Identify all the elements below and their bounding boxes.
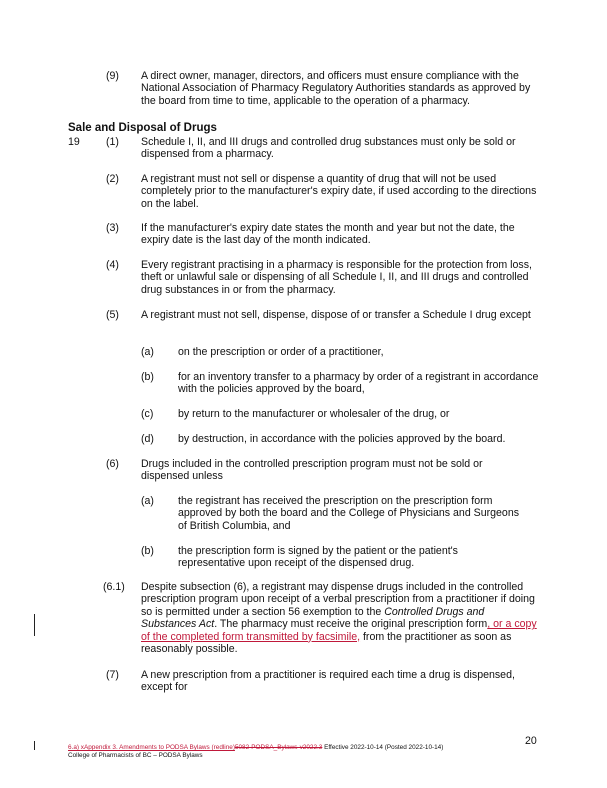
subclause-number: (d) [141,433,154,445]
clause-number: (3) [106,222,119,234]
footer-inserted-ref: 6.a) xAppendix 3. Amendments to PODSA Bylaws (redline) [68,744,235,751]
section-number: 19 [68,136,80,148]
clause-text: A direct owner, manager, directors, and officers must ensure compliance with the National Association of Pharmacy Regulatory Authorities standards as approved by the board from time to time, applicable to the operation of a pharmacy. [141,70,531,107]
subclause-text: the prescription form is signed by the patient or the patient's representative upon receipt of the dispensed drug. [178,545,458,570]
act-title: Controlled Drugs and Substances Act [141,605,485,631]
clause-text: If the manufacturer's expiry date states the month and year but not the date, the expiry date is the last day of the month indicated. [141,222,515,247]
subclause-text: the registrant has received the prescription on the prescription form approved by both the board and the College of Physicians and Surgeons of British Columbia, and [178,495,520,532]
clause-text: A new prescription from a practitioner is required each time a drug is dispensed, except for [141,669,515,694]
subclause-number: (b) [141,545,154,557]
clause-text: A registrant must not sell, dispense, dispose of or transfer a Schedule I drug except [141,309,531,321]
clause-number: (6.1) [103,581,125,593]
clause-text: Schedule I, II, and III drugs and controlled drug substances must only be sold or dispensed from a pharmacy. [141,136,516,161]
clause-text: Every registrant practising in a pharmacy is responsible for the protection from loss, theft or unlawful sale or dispensing of all Schedule I, II, and III drugs and controlled drug substances in or from the pharmacy. [141,259,532,296]
clause-number: (9) [106,70,119,82]
change-bar [34,741,35,750]
clause-text-part: Despite subsection (6), a registrant may dispense drugs included in the controlled prescription program upon receipt of a verbal prescription from a practitioner if doing so is permitted under a section 56 exemption to the [141,581,535,618]
inserted-text: , or a copy of the completed form transmitted by facsimile, [141,618,537,643]
subclause-number: (a) [141,495,154,507]
subclause-number: (b) [141,371,154,383]
subclause-text: for an inventory transfer to a pharmacy by order of a registrant in accordance with the policies approved by the board, [178,371,539,396]
clause-number: (6) [106,458,119,470]
clause-number: (2) [106,173,119,185]
footer-org: College of Pharmacists of BC – PODSA Bylaws [68,752,203,759]
clause-text [141,581,541,655]
clause-number: (4) [106,259,119,271]
clause-number: (1) [106,136,119,148]
footer-reference [68,744,538,752]
clause-text: Drugs included in the controlled prescription program must not be sold or dispensed unless [141,458,483,483]
clause-number: (5) [106,309,119,321]
subclause-text: by destruction, in accordance with the policies approved by the board. [178,433,506,445]
clause-text: A registrant must not sell or dispense a quantity of drug that will not be used completely prior to the manufacturer's expiry date, if used according to the directions on the label. [141,173,537,210]
clause-text-part: from the practitioner as soon as reasonably possible. [141,630,512,656]
section-heading: Sale and Disposal of Drugs [68,122,217,134]
footer-effective: Effective 2022-10-14 (Posted 2022-10-14) [322,744,444,751]
page-number: 20 [525,735,537,747]
footer-struck-ref: 5082-PODSA_Bylaws-v2022.3 [234,744,323,751]
subclause-text: on the prescription or order of a practitioner, [178,346,384,358]
subclause-number: (a) [141,346,154,358]
clause-text-part: . The pharmacy must receive the original prescription form [214,618,488,631]
change-bar [34,614,35,636]
subclause-text: by return to the manufacturer or wholesaler of the drug, or [178,408,450,420]
clause-number: (7) [106,669,119,681]
subclause-number: (c) [141,408,154,420]
